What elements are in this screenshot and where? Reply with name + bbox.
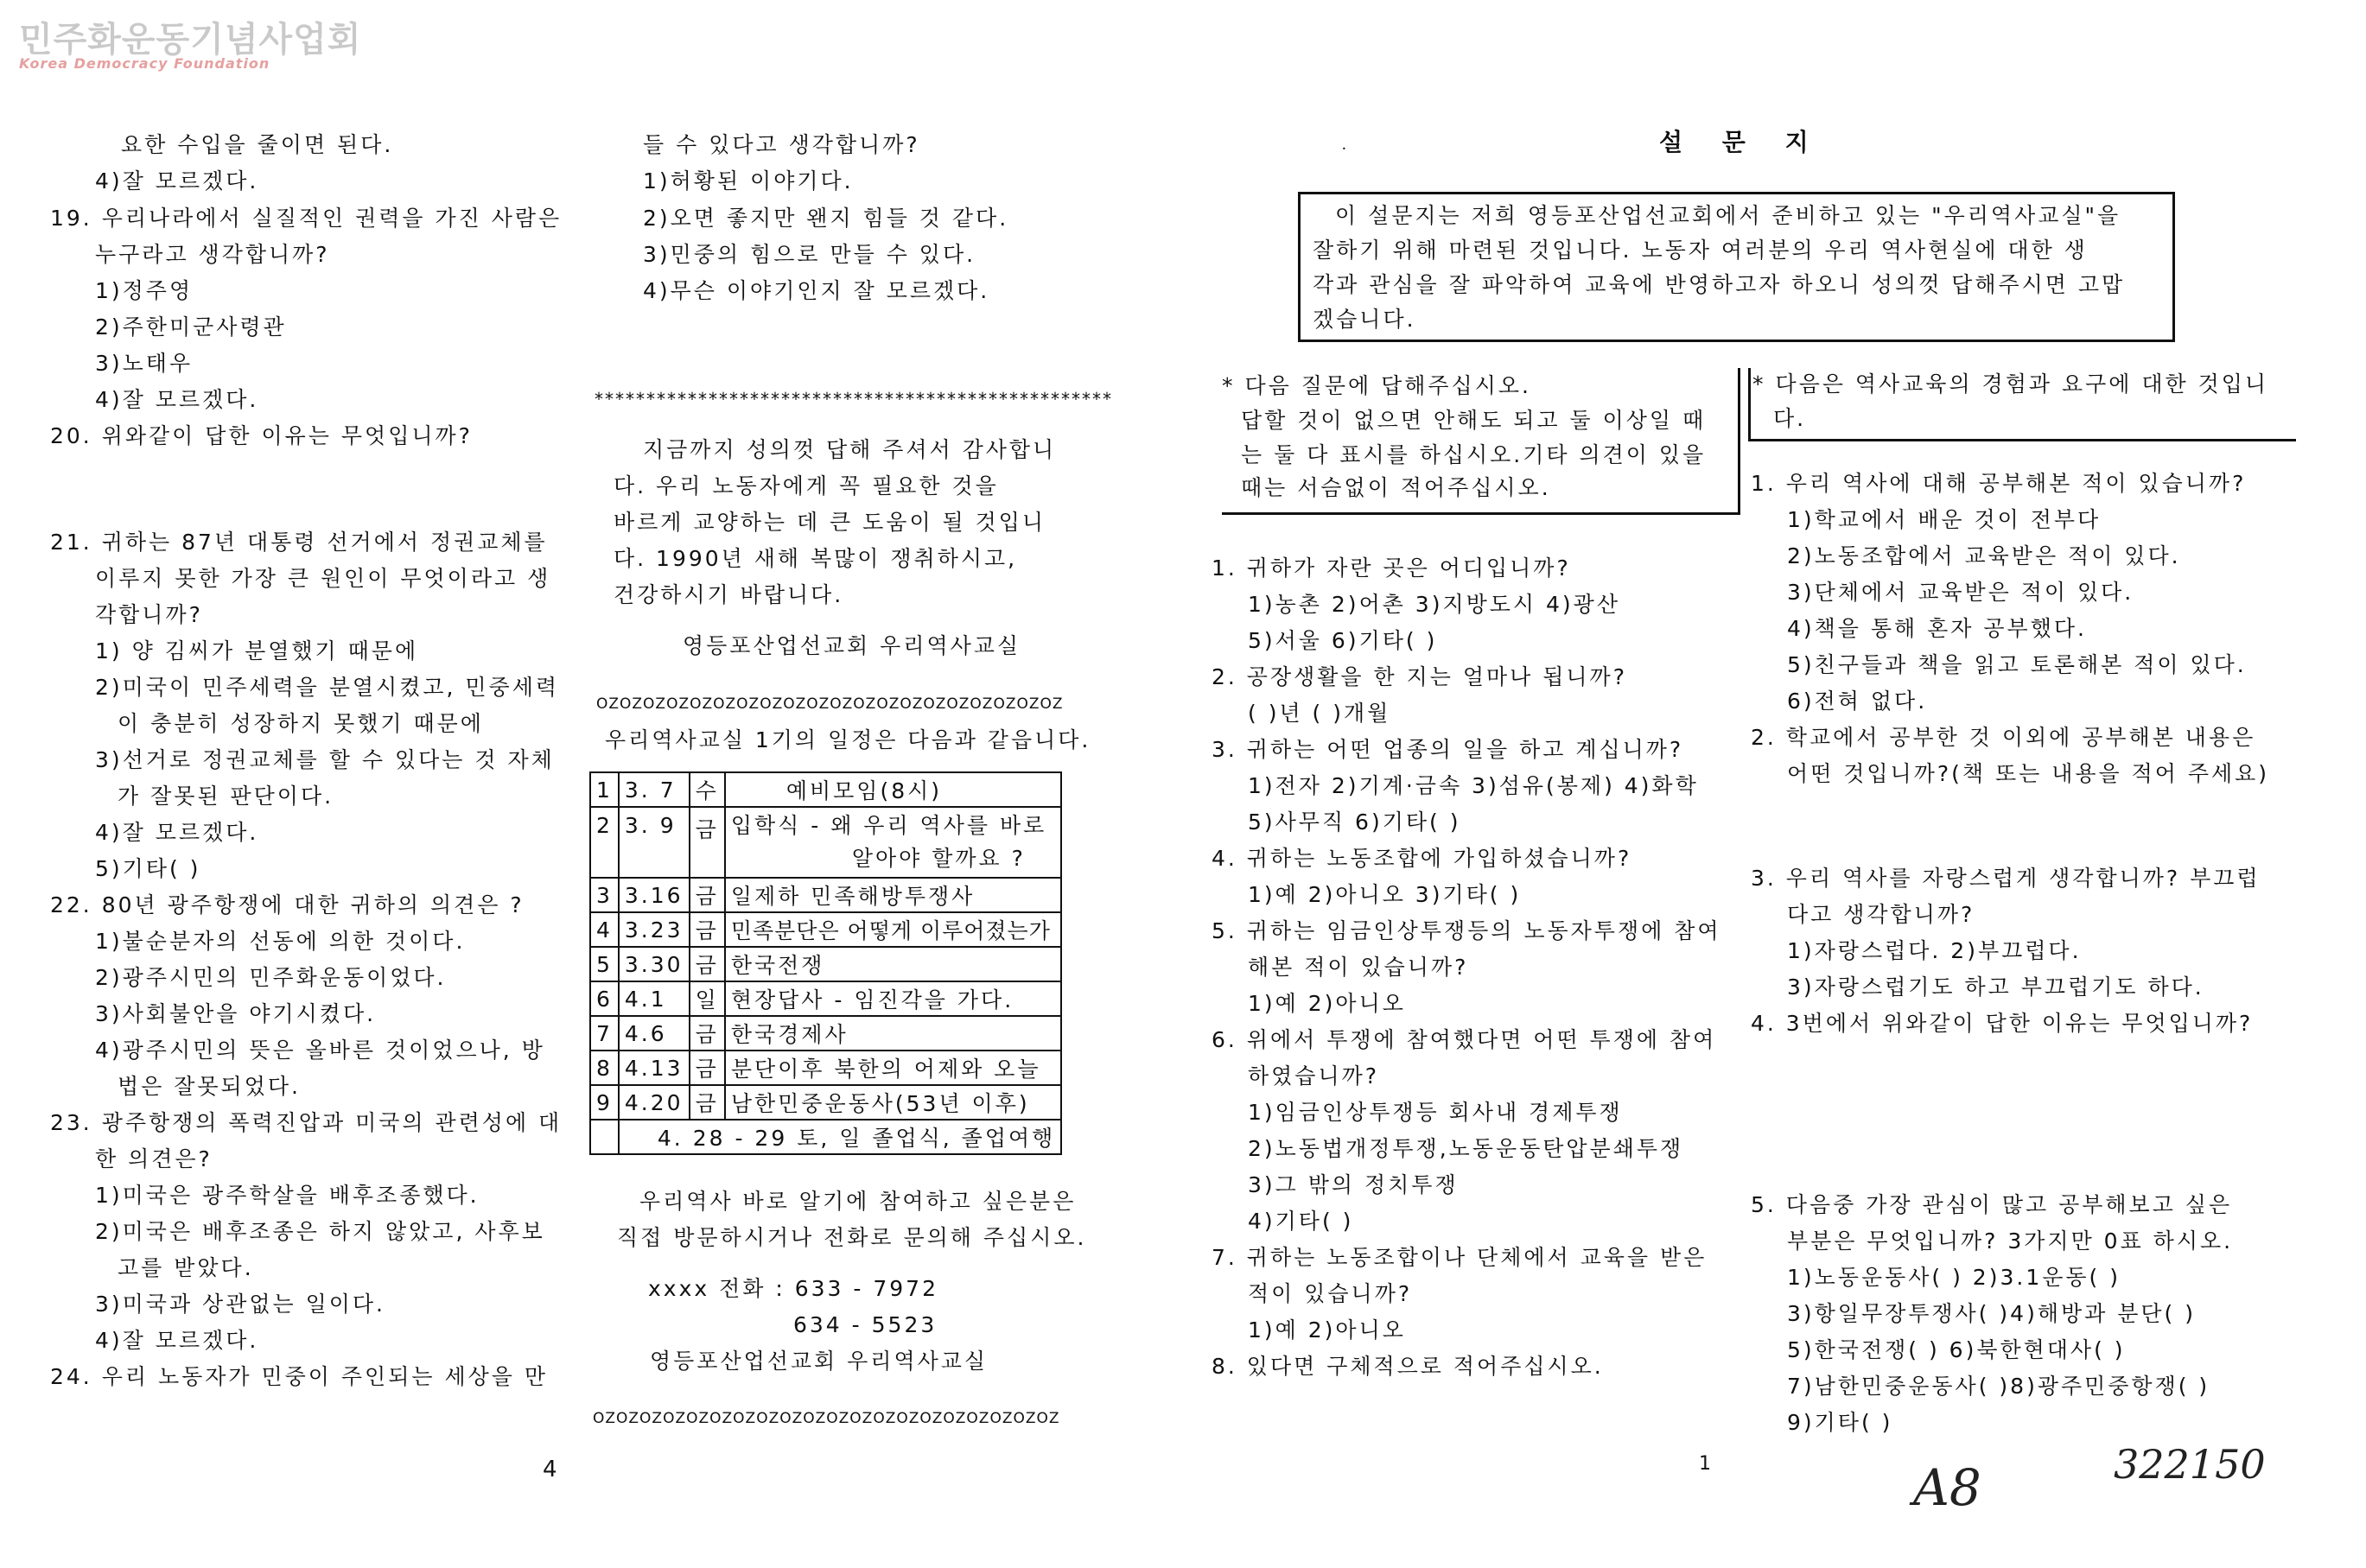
intro-line: 이 설문지는 저희 영등포산업선교회에서 준비하고 있는 "우리역사교실"을 — [1335, 203, 2121, 228]
row-day: 금 — [690, 1051, 725, 1085]
schedule-title: 우리역사교실 1기의 일정은 다음과 같읍니다. — [605, 727, 1091, 752]
question-22: 22. 80년 광주항쟁에 대한 귀하의 의견은 ? — [50, 892, 525, 917]
text-line: 법은 잘못되었다. — [118, 1074, 301, 1099]
row-day: 금 — [690, 1085, 725, 1120]
row-number: 9 — [590, 1085, 619, 1120]
text-line: 3)자랑스럽기도 하고 부끄럽기도 하다. — [1787, 974, 2204, 1000]
table-row — [590, 772, 1061, 807]
row-date: 3.23 — [619, 912, 690, 947]
thanks-line: 다. 1990년 새해 복많이 쟁취하시고, — [614, 546, 1018, 571]
text-line: 3)미국과 상관없는 일이다. — [95, 1292, 386, 1317]
text-line: 6)전혀 없다. — [1787, 689, 1928, 714]
row-number: 1 — [590, 772, 619, 807]
row-day: 금 — [690, 878, 725, 912]
handwritten-number: 322150 — [2114, 1441, 2266, 1488]
organization-name: 영등포산업선교회 우리역사교실 — [683, 633, 1021, 658]
text-line: 9)기타( ) — [1787, 1410, 1893, 1435]
text-line: 2)미국은 배후조종은 하지 않았고, 사후보 — [95, 1219, 545, 1244]
row-date: 3.30 — [619, 947, 690, 981]
text-line: 2)광주시민의 민주화운동이었다. — [95, 965, 447, 990]
row-number: 8 — [590, 1051, 619, 1085]
text-line: 2)오면 좋지만 왠지 힘들 것 같다. — [643, 206, 1009, 231]
survey-question-6: 6. 위에서 투쟁에 참여했다면 어떤 투쟁에 참여 — [1212, 1027, 1717, 1052]
question-21: 21. 귀하는 87년 대통령 선거에서 정권교체를 — [50, 530, 548, 555]
row-topic: 일제하 민족해방투쟁사 — [725, 878, 1061, 912]
text-line: 5)기타( ) — [95, 856, 201, 881]
table-row — [590, 1120, 1061, 1154]
survey-question-1: 1. 귀하가 자란 곳은 어디입니까? — [1212, 555, 1571, 581]
text-line: 3)선거로 정권교체를 할 수 있다는 것 자체 — [95, 747, 555, 772]
text-line: 하였습니까? — [1248, 1063, 1380, 1089]
text-line: 다고 생각합니까? — [1787, 902, 1975, 927]
text-line: 3)항일무장투쟁사( )4)해방과 분단( ) — [1787, 1301, 2196, 1326]
text-line: 2)노동조합에서 교육받은 적이 있다. — [1787, 543, 2181, 568]
text-line: 4)잘 모르겠다. — [95, 1328, 259, 1353]
table-row — [590, 1085, 1061, 1120]
organization-name-2: 영등포산업선교회 우리역사교실 — [650, 1349, 989, 1374]
text-line: ( )년 ( )개월 — [1248, 701, 1391, 726]
text-line: 5)사무직 6)기타( ) — [1248, 809, 1461, 835]
row-number: 5 — [590, 947, 619, 981]
text-line: 1)예 2)아니오 — [1248, 1317, 1406, 1343]
history-question-5: 5. 다음중 가장 관심이 많고 공부해보고 싶은 — [1751, 1192, 2233, 1217]
survey-question-3: 3. 귀하는 어떤 업종의 일을 하고 계십니까? — [1212, 737, 1684, 762]
row-topic: 한국전쟁 — [725, 947, 1061, 981]
text-line: 2)노동법개정투쟁,노동운동탄압분쇄투쟁 — [1248, 1136, 1684, 1161]
thanks-line: 지금까지 성의껏 답해 주셔서 감사합니 — [643, 437, 1057, 462]
row-number: 6 — [590, 981, 619, 1016]
row-date: 4.1 — [619, 981, 690, 1016]
text-line: 3)사회불안을 야기시켰다. — [95, 1001, 377, 1026]
survey-title: 설 문 지 — [1659, 128, 1824, 156]
text-line: 1)허황된 이야기다. — [643, 168, 854, 194]
instruction-line: 다. — [1773, 406, 1807, 431]
page-number-4: 4 — [543, 1457, 557, 1482]
row-topic-line: 입학식 - 왜 우리 역사를 바로 — [730, 813, 1047, 838]
question-19: 19. 우리나라에서 실질적인 권력을 가진 사람은 — [50, 206, 563, 231]
row-topic: 분단이후 북한의 어제와 오늘 — [725, 1051, 1061, 1085]
question-24: 24. 우리 노동자가 민중이 주인되는 세상을 만 — [50, 1364, 548, 1389]
table-row — [590, 1016, 1061, 1051]
row-day: 금 — [690, 807, 725, 878]
text-line: 5)한국전쟁( ) 6)북한현대사( ) — [1787, 1337, 2126, 1362]
text-line: 1)임금인상투쟁등 회사내 경제투쟁 — [1248, 1100, 1623, 1125]
text-line: 1)농촌 2)어촌 3)지방도시 4)광산 — [1248, 592, 1620, 617]
text-line: 4)무슨 이야기인지 잘 모르겠다. — [643, 278, 990, 303]
text-line: 4)잘 모르겠다. — [95, 168, 259, 194]
row-date: 3. 9 — [619, 807, 690, 878]
contact-line: 직접 방문하시거나 전화로 문의해 주십시오. — [617, 1225, 1087, 1250]
intro-line: 겠습니다. — [1313, 307, 1416, 332]
row-day: 금 — [690, 947, 725, 981]
survey-question-2: 2. 공장생활을 한 지는 얼마나 됩니까? — [1212, 664, 1627, 689]
phone-line: xxxx 전화 : 633 - 7972 — [648, 1276, 938, 1301]
table-row — [590, 912, 1061, 947]
survey-question-5: 5. 귀하는 임금인상투쟁등의 노동자투쟁에 참여 — [1212, 918, 1721, 943]
intro-box — [1298, 192, 2175, 342]
ozoz-pattern: OZOZOZOZOZOZOZOZOZOZOZOZOZOZOZOZOZOZOZOZ — [593, 1410, 1060, 1427]
text-line: 4)책을 통해 혼자 공부했다. — [1787, 616, 2087, 641]
row-topic: 현장답사 - 임진각을 가다. — [725, 981, 1061, 1016]
thanks-line: 건강하시기 바랍니다. — [614, 582, 844, 607]
history-question-1: 1. 우리 역사에 대해 공부해본 적이 있습니까? — [1751, 471, 2247, 496]
text-line: 4)광주시민의 뜻은 올바른 것이었으나, 방 — [95, 1038, 545, 1063]
text-line: 이루지 못한 가장 큰 원인이 무엇이라고 생 — [95, 566, 551, 591]
text-line: 가 잘못된 판단이다. — [118, 784, 334, 809]
intro-line: 각과 관심을 잘 파악하여 교육에 반영하고자 하오니 성의껏 답해주시면 고맙 — [1313, 272, 2126, 297]
contact-line: 우리역사 바로 알기에 참여하고 싶은분은 — [639, 1189, 1077, 1214]
instructions-box-right — [1748, 368, 2296, 441]
text-line: 한 의견은? — [95, 1146, 213, 1171]
text-line: 3)민중의 힘으로 만들 수 있다. — [643, 242, 976, 267]
text-line: 1)정주영 — [95, 278, 194, 303]
survey-question-8: 8. 있다면 구체적으로 적어주십시오. — [1212, 1354, 1604, 1379]
thanks-line: 바르게 교양하는 데 큰 도움이 될 것입니 — [614, 510, 1046, 535]
text-line: 3)노태우 — [95, 351, 194, 376]
text-line: 5)서울 6)기타( ) — [1248, 628, 1438, 653]
row-topic: 남한민중운동사(53년 이후) — [725, 1085, 1061, 1120]
watermark-english: Korea Democracy Foundation — [19, 55, 270, 72]
row-day: 수 — [690, 772, 725, 807]
row-graduation: 4. 28 - 29 토, 일 졸업식, 졸업여행 — [619, 1120, 1061, 1154]
text-line: 7)남한민중운동사( )8)광주민중항쟁( ) — [1787, 1374, 2210, 1399]
table-row — [590, 807, 1061, 878]
text-line: 들 수 있다고 생각합니까? — [643, 132, 920, 157]
page-number-1: 1 — [1699, 1453, 1711, 1475]
row-date: 4.6 — [619, 1016, 690, 1051]
text-line: 2)주한미군사령관 — [95, 314, 287, 340]
table-row — [590, 1051, 1061, 1085]
table-row — [590, 947, 1061, 981]
text-line: 1)노동운동사( ) 2)3.1운동( ) — [1787, 1265, 2121, 1290]
watermark-korean: 민주화운동기념사업회 — [19, 20, 362, 60]
row-day: 금 — [690, 912, 725, 947]
row-day: 금 — [690, 1016, 725, 1051]
row-topic — [725, 807, 1061, 878]
text-line: 적이 있습니까? — [1248, 1281, 1413, 1306]
text-line: 1) 양 김씨가 분열했기 때문에 — [95, 638, 419, 663]
speck: • — [1342, 145, 1349, 153]
text-line: 1)학교에서 배운 것이 전부다 — [1787, 507, 2102, 532]
history-question-3: 3. 우리 역사를 자랑스럽게 생각합니까? 부끄럽 — [1751, 866, 2261, 891]
survey-question-7: 7. 귀하는 노동조합이나 단체에서 교육을 받은 — [1212, 1245, 1708, 1270]
question-20: 20. 위와같이 답한 이유는 무엇입니까? — [50, 423, 473, 448]
text-line: 1)예 2)아니오 — [1248, 991, 1406, 1016]
text-line: 1)예 2)아니오 3)기타( ) — [1248, 882, 1522, 907]
text-line: 3)그 밖의 정치투쟁 — [1248, 1172, 1459, 1197]
text-line: 1)불순분자의 선동에 의한 것이다. — [95, 929, 466, 954]
star-separator: ************************************************** — [595, 389, 1113, 409]
row-date: 3.16 — [619, 878, 690, 912]
text-line: 1)자랑스럽다. 2)부끄럽다. — [1787, 938, 2082, 963]
row-day: 일 — [690, 981, 725, 1016]
history-question-4: 4. 3번에서 위와같이 답한 이유는 무엇입니까? — [1751, 1011, 2254, 1036]
thanks-line: 다. 우리 노동자에게 꼭 필요한 것을 — [614, 473, 999, 498]
row-number: 7 — [590, 1016, 619, 1051]
text-line: 4)잘 모르겠다. — [95, 820, 259, 845]
row-number: 2 — [590, 807, 619, 878]
phone-line-2: 634 - 5523 — [793, 1312, 938, 1337]
text-line: 이 충분히 성장하지 못했기 때문에 — [118, 711, 484, 736]
row-number: 3 — [590, 878, 619, 912]
row-date: 3. 7 — [619, 772, 690, 807]
table-row — [590, 981, 1061, 1016]
text-line: 부분은 무엇입니까? 3가지만 0표 하시오. — [1787, 1228, 2234, 1254]
instruction-line: 답할 것이 없으면 안해도 되고 둘 이상일 때 — [1241, 408, 1707, 433]
ozoz-pattern: OZOZOZOZOZOZOZOZOZOZOZOZOZOZOZOZOZOZOZOZ — [596, 695, 1064, 713]
history-question-2: 2. 학교에서 공부한 것 이외에 공부해본 내용은 — [1751, 725, 2256, 750]
text-line: 고를 받았다. — [118, 1255, 254, 1280]
row-date: 4.20 — [619, 1085, 690, 1120]
row-number — [590, 1120, 619, 1154]
instruction-line: * 다음은 역사교육의 경험과 요구에 대한 것입니 — [1752, 371, 2269, 397]
text-line: 2)미국이 민주세력을 분열시켰고, 민중세력 — [95, 675, 559, 700]
instruction-line: 는 둘 다 표시를 하십시오.기타 의견이 있을 — [1241, 442, 1707, 467]
text-line: 어떤 것입니까?(책 또는 내용을 적어 주세요) — [1787, 761, 2270, 786]
survey-question-4: 4. 귀하는 노동조합에 가입하셨습니까? — [1212, 846, 1632, 871]
text-line: 각합니까? — [95, 602, 203, 627]
row-number: 4 — [590, 912, 619, 947]
text-line: 5)친구들과 책을 읽고 토론해본 적이 있다. — [1787, 652, 2247, 677]
question-23: 23. 광주항쟁의 폭력진압과 미국의 관련성에 대 — [50, 1110, 563, 1135]
text-line: 3)단체에서 교육받은 적이 있다. — [1787, 580, 2134, 605]
instruction-line: * 다음 질문에 답해주십시오. — [1222, 373, 1531, 398]
text-line: 누구라고 생각합니까? — [95, 242, 330, 267]
intro-line: 잘하기 위해 마련된 것입니다. 노동자 여러분의 우리 역사현실에 대한 생 — [1313, 238, 2088, 263]
instruction-line: 때는 서슴없이 적어주십시오. — [1241, 475, 1551, 500]
text-line: 4)잘 모르겠다. — [95, 387, 259, 412]
row-topic-line: 알아야 할까요 ? — [851, 846, 1026, 871]
text-line: 해본 적이 있습니까? — [1248, 955, 1469, 980]
row-topic: 예비모임(8시) — [725, 772, 1061, 807]
row-topic: 민족분단은 어떻게 이루어졌는가 — [725, 912, 1061, 947]
table-row — [590, 878, 1061, 912]
row-date: 4.13 — [619, 1051, 690, 1085]
instructions-box-left — [1222, 368, 1740, 515]
text-line: 4)기타( ) — [1248, 1209, 1354, 1234]
text-line: 1)전자 2)기계·금속 3)섬유(봉제) 4)화학 — [1248, 773, 1699, 798]
handwritten-code: A8 — [1913, 1458, 1981, 1517]
schedule-table — [589, 771, 1062, 1155]
text-line: 1)미국은 광주학살을 배후조종했다. — [95, 1183, 480, 1208]
row-topic: 한국경제사 — [725, 1016, 1061, 1051]
text-line: 요한 수입을 줄이면 된다. — [121, 132, 394, 157]
